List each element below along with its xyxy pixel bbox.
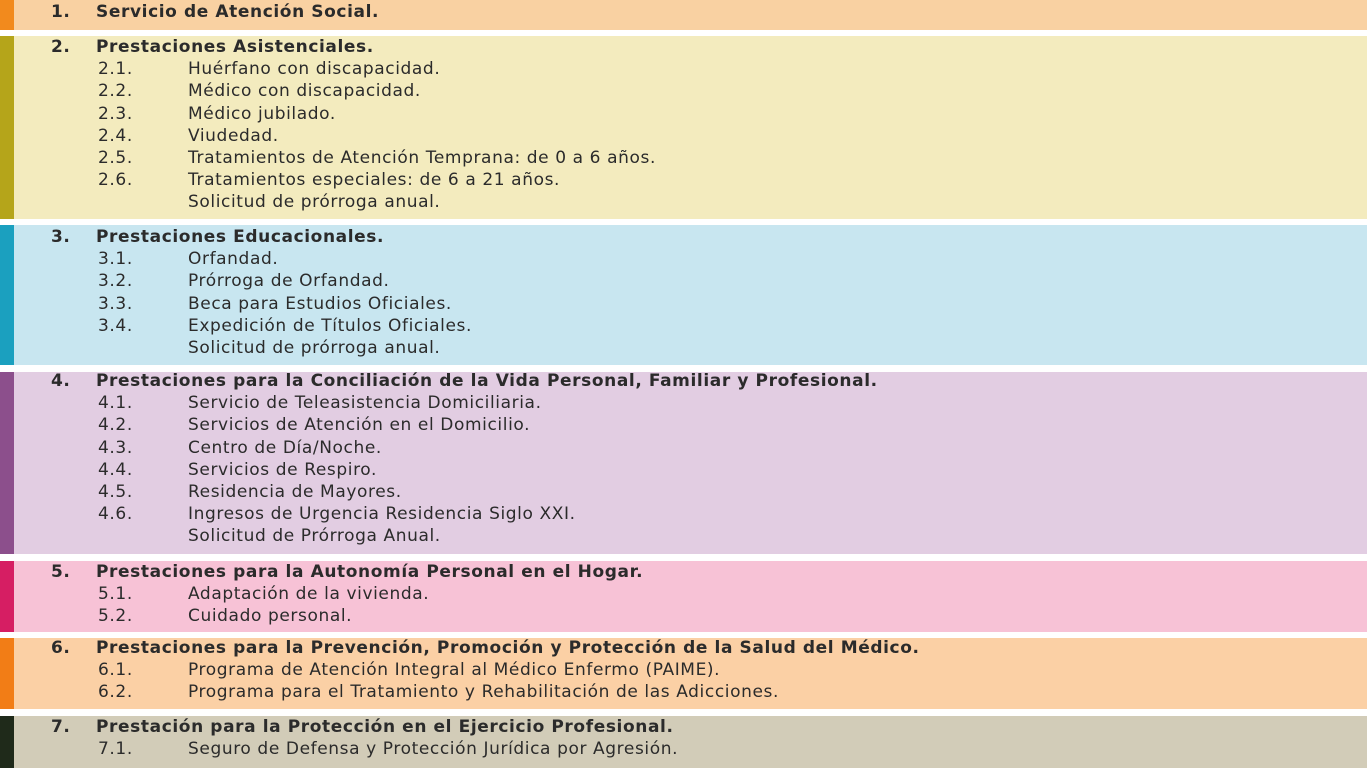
section-title: Prestaciones Asistenciales. [96, 37, 374, 57]
section-color-tab [0, 638, 14, 709]
item-number: 3.3. [98, 293, 133, 314]
section-title: Servicio de Atención Social. [96, 2, 380, 22]
section-content [18, 225, 1367, 365]
item-text: Seguro de Defensa y Protección Jurídica por Agresión. [188, 739, 679, 760]
section-color-tab [0, 0, 14, 30]
item-text: Ingresos de Urgencia Residencia Siglo XXI. [188, 504, 576, 525]
section-number: 5. [51, 562, 71, 582]
item-number: 3.2. [98, 271, 133, 292]
item-number: 7.1. [98, 739, 133, 760]
section-7 [0, 716, 1367, 768]
item-number: 5.1. [98, 584, 133, 605]
section-title: Prestaciones Educacionales. [96, 227, 385, 247]
section-content [18, 561, 1367, 632]
item-text: Prórroga de Orfandad. [188, 271, 390, 292]
item-number: 4.4. [98, 459, 133, 480]
item-text: Médico con discapacidad. [188, 81, 421, 102]
item-text: Residencia de Mayores. [188, 482, 402, 502]
item-text: Centro de Día/Noche. [188, 437, 382, 458]
item-text: Programa para el Tratamiento y Rehabilitación de las Adicciones. [188, 682, 779, 703]
item-number: 4.2. [98, 415, 133, 436]
item-number: 4.3. [98, 437, 133, 458]
section-6 [0, 638, 1367, 709]
item-number: 2.2. [98, 81, 133, 102]
item-text: Solicitud de prórroga anual. [188, 192, 441, 213]
item-text: Programa de Atención Integral al Médico Enfermo (PAIME). [188, 660, 721, 681]
item-text: Solicitud de Prórroga Anual. [188, 526, 441, 547]
section-content [18, 372, 1367, 554]
section-title: Prestaciones para la Prevención, Promoción y Protección de la Salud del Médico. [96, 638, 920, 658]
section-color-tab [0, 561, 14, 632]
section-title: Prestación para la Protección en el Ejercicio Profesional. [96, 717, 674, 737]
item-text: Servicio de Teleasistencia Domiciliaria. [188, 393, 542, 414]
item-number: 2.1. [98, 59, 133, 80]
item-number: 3.4. [98, 315, 133, 336]
item-number: 4.6. [98, 504, 133, 525]
section-2 [0, 36, 1367, 219]
item-text: Tratamientos especiales: de 6 a 21 años. [188, 170, 561, 191]
item-text: Expedición de Títulos Oficiales. [188, 315, 473, 336]
section-color-tab [0, 372, 14, 554]
item-number: 6.1. [98, 660, 133, 681]
item-text: Orfandad. [188, 249, 279, 270]
item-text: Viudedad. [188, 125, 279, 146]
item-text: Cuidado personal. [188, 606, 353, 627]
section-1 [0, 0, 1367, 30]
section-title: Prestaciones para la Autonomía Personal en el Hogar. [96, 562, 644, 582]
section-color-tab [0, 225, 14, 365]
item-text: Beca para Estudios Oficiales. [188, 293, 452, 314]
item-text: Adaptación de la vivienda. [188, 584, 430, 605]
section-number: 2. [51, 37, 71, 57]
item-number: 4.5. [98, 482, 133, 502]
item-number: 4.1. [98, 393, 133, 414]
item-number: 6.2. [98, 682, 133, 703]
item-number: 3.1. [98, 249, 133, 270]
item-text: Solicitud de prórroga anual. [188, 338, 441, 358]
section-color-tab [0, 716, 14, 768]
section-3 [0, 225, 1367, 365]
item-number: 2.3. [98, 103, 133, 124]
section-number: 6. [51, 638, 71, 658]
item-text: Tratamientos de Atención Temprana: de 0 a 6 años. [188, 148, 656, 168]
section-number: 4. [51, 371, 71, 391]
item-text: Huérfano con discapacidad. [188, 59, 441, 80]
section-color-tab [0, 36, 14, 219]
section-5 [0, 561, 1367, 632]
section-content [18, 36, 1367, 219]
item-number: 2.6. [98, 170, 133, 191]
section-content [18, 0, 1367, 30]
section-4 [0, 372, 1367, 554]
section-number: 1. [51, 2, 71, 22]
section-content [18, 716, 1367, 768]
item-text: Servicios de Respiro. [188, 459, 378, 480]
section-content [18, 638, 1367, 709]
item-number: 2.4. [98, 125, 133, 146]
section-number: 3. [51, 227, 71, 247]
item-text: Médico jubilado. [188, 103, 336, 124]
item-number: 5.2. [98, 606, 133, 627]
section-number: 7. [51, 717, 71, 737]
item-text: Servicios de Atención en el Domicilio. [188, 415, 531, 436]
section-title: Prestaciones para la Conciliación de la Vida Personal, Familiar y Profesional. [96, 371, 878, 391]
item-number: 2.5. [98, 148, 133, 168]
